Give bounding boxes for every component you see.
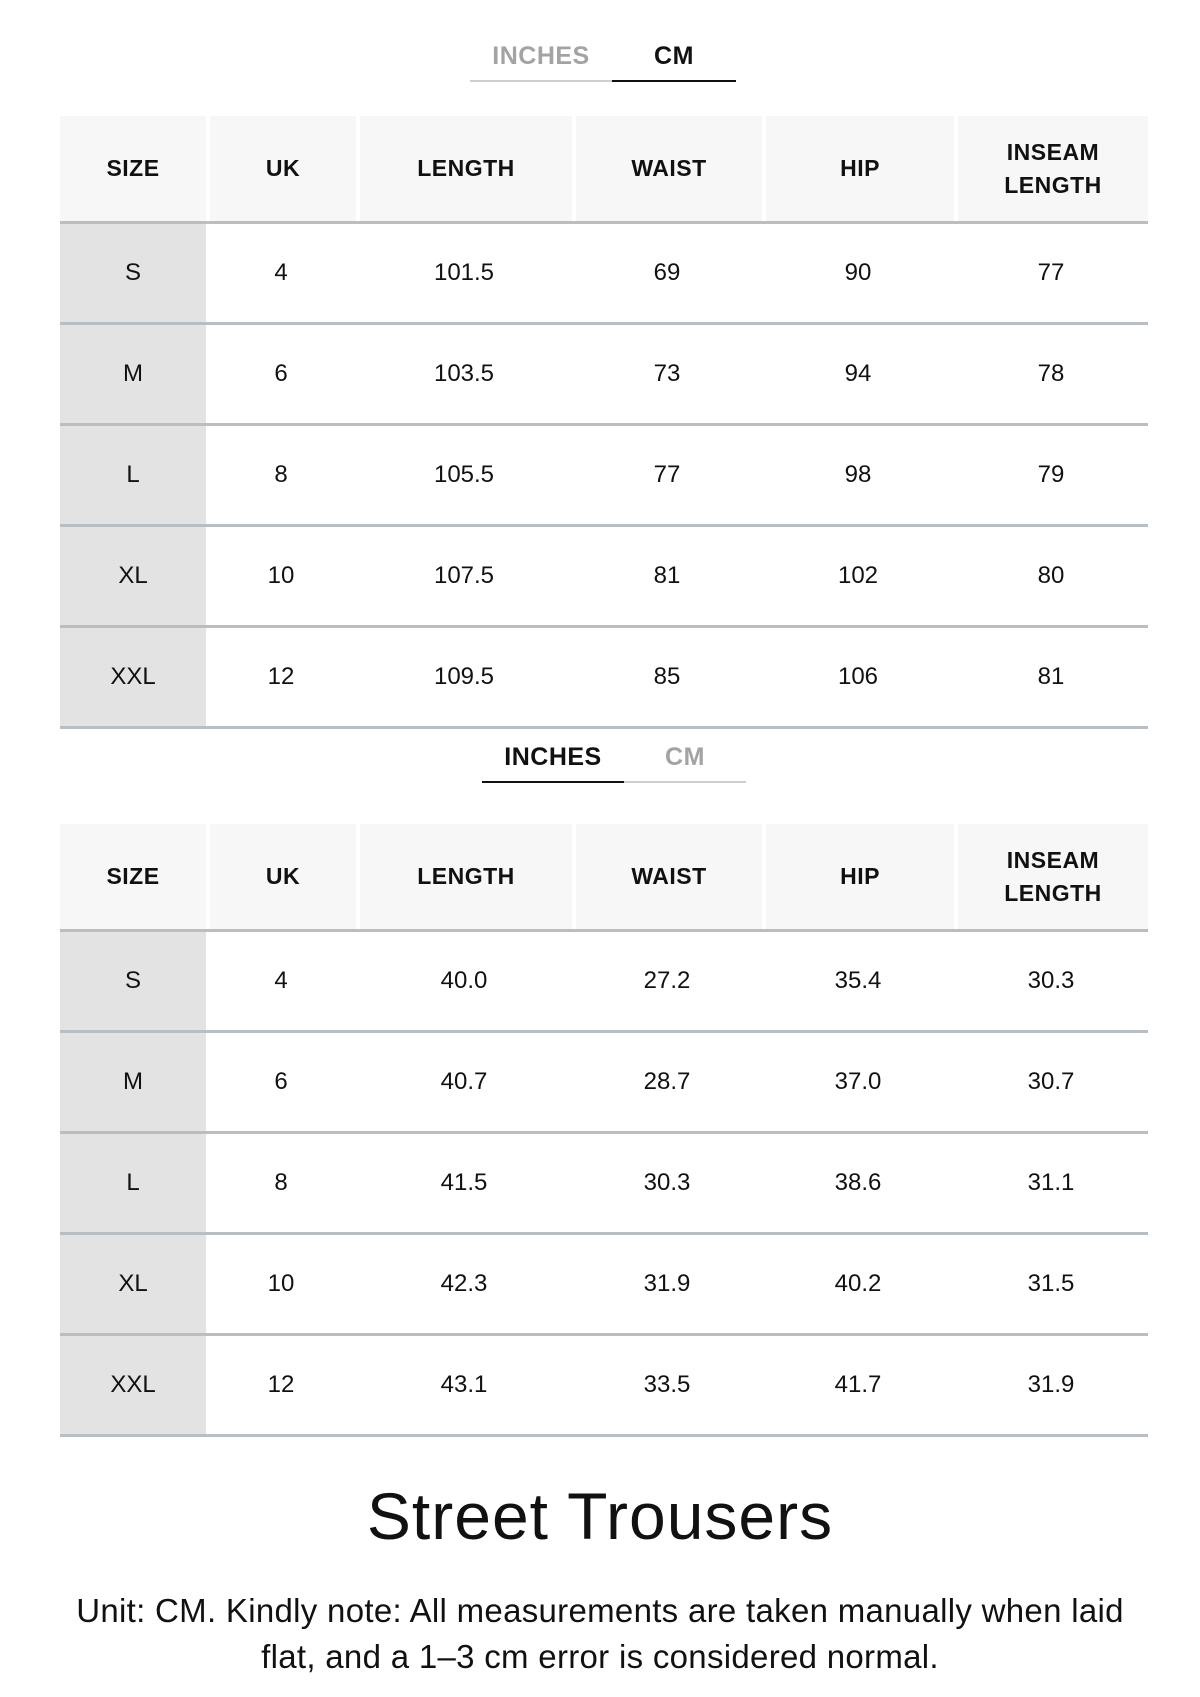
measurement-note <box>50 1588 1150 1680</box>
unit-tabs-bottom <box>482 733 746 783</box>
cell-inseam-length: 30.7 <box>1027 1068 1075 1095</box>
cell-inseam-length: 81 <box>1037 663 1065 690</box>
table-header-row <box>60 824 1148 932</box>
cell-length: 109.5 <box>433 663 495 690</box>
table-row <box>60 1235 1148 1336</box>
note-line-1: Unit: CM. Kindly note: All measurements are taken manually when laid <box>76 1592 1124 1629</box>
header-hip: HIP <box>762 116 954 221</box>
table-row <box>60 1336 1148 1437</box>
cell-waist: 30.3 <box>643 1169 691 1196</box>
cell-uk: 10 <box>267 562 295 589</box>
cell-waist: 27.2 <box>643 967 691 994</box>
cell-size: L <box>60 1134 206 1232</box>
cell-size: S <box>60 932 206 1030</box>
header-uk: UK <box>206 116 356 221</box>
cell-inseam-length: 31.9 <box>1027 1371 1075 1398</box>
cell-length: 40.7 <box>440 1068 488 1095</box>
size-table-cm <box>60 116 1148 729</box>
product-title: Street Trousers <box>366 1479 834 1553</box>
cell-hip: 90 <box>844 259 872 286</box>
cell-uk: 6 <box>274 1068 288 1095</box>
header-hip: HIP <box>762 824 954 929</box>
cell-hip: 40.2 <box>834 1270 882 1297</box>
cell-inseam-length: 31.1 <box>1027 1169 1075 1196</box>
tab-cm-bottom[interactable]: CM <box>624 733 746 783</box>
cell-uk: 8 <box>274 461 288 488</box>
cell-length: 103.5 <box>433 360 495 387</box>
cell-uk: 10 <box>267 1270 295 1297</box>
cell-hip: 41.7 <box>834 1371 882 1398</box>
table-row <box>60 426 1148 527</box>
cell-inseam-length: 30.3 <box>1027 967 1075 994</box>
header-uk: UK <box>206 824 356 929</box>
cell-size: XL <box>60 1235 206 1333</box>
cell-inseam-length: 31.5 <box>1027 1270 1075 1297</box>
cell-size: XXL <box>60 628 206 726</box>
tab-inches-top[interactable]: INCHES <box>470 32 612 82</box>
cell-waist: 81 <box>653 562 681 589</box>
table-row <box>60 527 1148 628</box>
cell-waist: 73 <box>653 360 681 387</box>
cell-hip: 35.4 <box>834 967 882 994</box>
header-size: SIZE <box>106 863 160 889</box>
cell-uk: 4 <box>274 259 288 286</box>
cell-inseam-length: 78 <box>1037 360 1065 387</box>
table-body <box>60 932 1148 1437</box>
cell-hip: 37.0 <box>834 1068 882 1095</box>
size-table-inches <box>60 824 1148 1437</box>
header-length: LENGTH <box>356 824 572 929</box>
cell-waist: 85 <box>653 663 681 690</box>
cell-size: M <box>60 325 206 423</box>
table-header-row <box>60 116 1148 224</box>
table-row <box>60 224 1148 325</box>
table-row <box>60 932 1148 1033</box>
cell-waist: 69 <box>653 259 681 286</box>
cell-size: L <box>60 426 206 524</box>
cell-size: S <box>60 224 206 322</box>
cell-waist: 31.9 <box>643 1270 691 1297</box>
header-waist: WAIST <box>572 116 762 221</box>
header-inseam-length: INSEAM LENGTH <box>954 824 1148 929</box>
cell-length: 42.3 <box>440 1270 488 1297</box>
cell-hip: 98 <box>844 461 872 488</box>
table-row <box>60 1033 1148 1134</box>
header-inseam-length: INSEAM LENGTH <box>954 116 1148 221</box>
header-waist: WAIST <box>572 824 762 929</box>
cell-inseam-length: 79 <box>1037 461 1065 488</box>
cell-uk: 12 <box>267 1371 295 1398</box>
cell-length: 101.5 <box>433 259 495 286</box>
cell-length: 107.5 <box>433 562 495 589</box>
cell-waist: 28.7 <box>643 1068 691 1095</box>
cell-hip: 38.6 <box>834 1169 882 1196</box>
table-row <box>60 628 1148 729</box>
cell-size: XL <box>60 527 206 625</box>
table-body <box>60 224 1148 729</box>
tab-inches-bottom[interactable]: INCHES <box>482 733 624 783</box>
cell-uk: 12 <box>267 663 295 690</box>
cell-uk: 4 <box>274 967 288 994</box>
cell-length: 40.0 <box>440 967 488 994</box>
cell-uk: 6 <box>274 360 288 387</box>
cell-length: 43.1 <box>440 1371 488 1398</box>
cell-inseam-length: 77 <box>1037 259 1065 286</box>
cell-size: M <box>60 1033 206 1131</box>
table-row <box>60 1134 1148 1235</box>
cell-hip: 106 <box>837 663 879 690</box>
header-length: LENGTH <box>356 116 572 221</box>
header-size: SIZE <box>106 155 160 181</box>
unit-tabs-top <box>470 32 736 82</box>
cell-uk: 8 <box>274 1169 288 1196</box>
cell-waist: 77 <box>653 461 681 488</box>
cell-length: 41.5 <box>440 1169 488 1196</box>
cell-size: XXL <box>60 1336 206 1434</box>
tab-cm-top[interactable]: CM <box>612 32 736 82</box>
table-row <box>60 325 1148 426</box>
note-line-2: flat, and a 1–3 cm error is considered normal. <box>261 1638 939 1675</box>
cell-hip: 102 <box>837 562 879 589</box>
cell-hip: 94 <box>844 360 872 387</box>
cell-inseam-length: 80 <box>1037 562 1065 589</box>
cell-waist: 33.5 <box>643 1371 691 1398</box>
cell-length: 105.5 <box>433 461 495 488</box>
